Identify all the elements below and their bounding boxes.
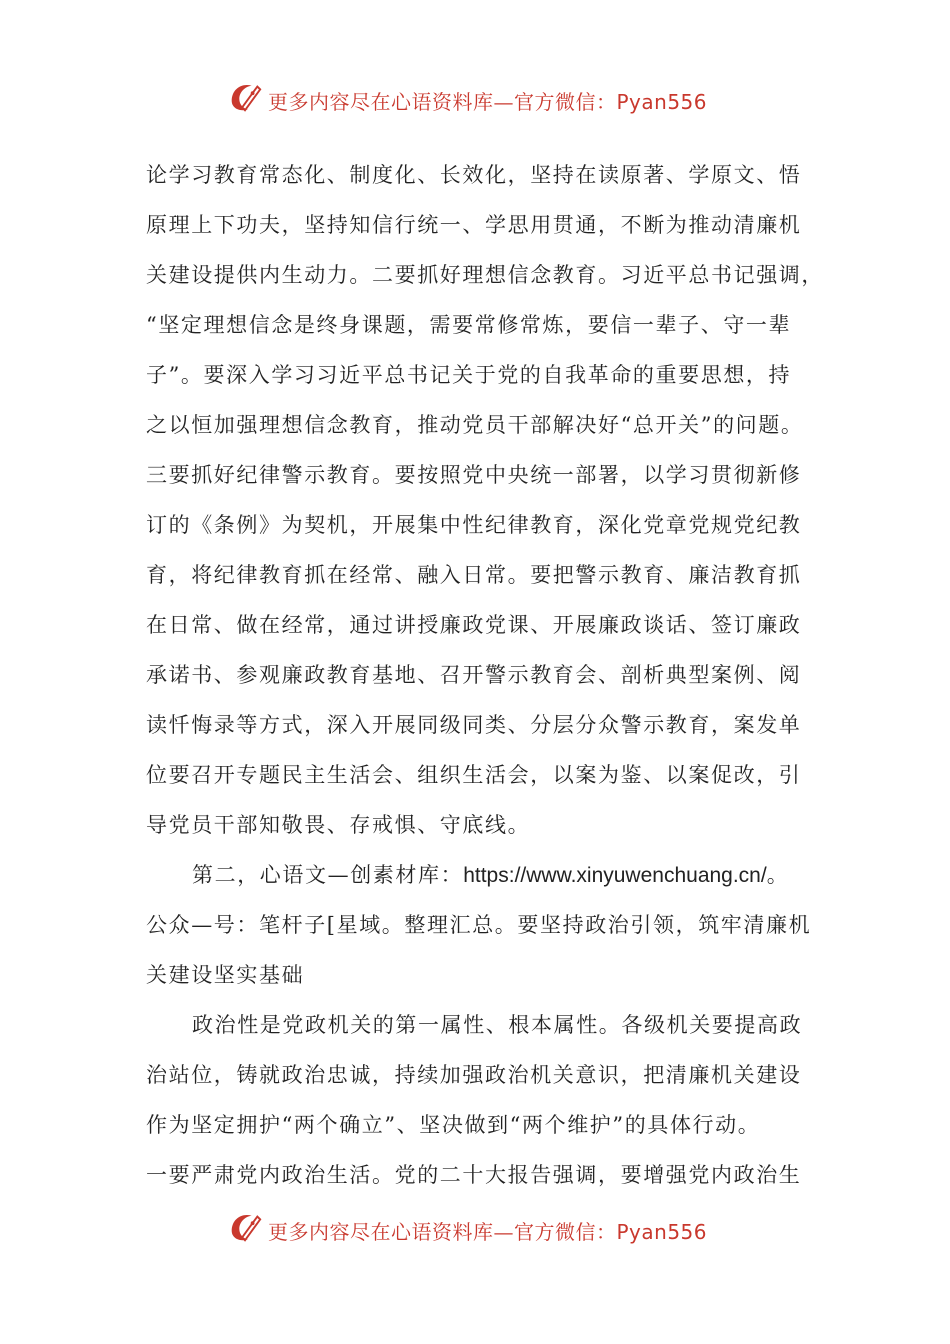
header-banner-text: 更多内容尽在心语资料库—官方微信：Pyan556 [268,90,708,114]
text-line: 三要抓好纪律警示教育。要按照党中央统一部署，以学习贯彻新修 [146,463,802,487]
pen-nib-logo-icon [226,1208,264,1246]
text-line: 原理上下功夫，坚持知信行统一、学思用贯通，不断为推动清廉机 [146,213,802,237]
text-line: 关建设提供内生动力。二要抓好理想信念教育。习近平总书记强调， [146,263,824,287]
text-line: 导党员干部知敬畏、存戒惧、守底线。 [146,813,531,837]
website-link[interactable]: https://www.xinyuwenchuang.cn/ [463,864,767,887]
text-line: 作为坚定拥护“两个确立”、坚决做到“两个维护”的具体行动。 [146,1113,761,1137]
pen-nib-logo-icon [226,78,264,116]
text-line: 子”。要深入学习习近平总书记关于党的自我革命的重要思想，持 [146,363,792,387]
text-line: 政治性是党政机关的第一属性、根本属性。各级机关要提高政 [192,1013,803,1037]
text-line: 在日常、做在经常，通过讲授廉政党课、开展廉政谈话、签订廉政 [146,613,802,637]
text-line: “坚定理想信念是终身课题，需要常修常炼，要信一辈子、守一辈 [146,313,792,337]
section-heading-line: 关建设坚实基础 [146,963,305,987]
text-line: 读忏悔录等方式，深入开展同级同类、分层分众警示教育，案发单 [146,713,802,737]
footer-banner [226,1208,746,1252]
section-heading-line: 公众—号：笔杆子[星域。整理汇总。要坚持政治引领，筑牢清廉机 [146,913,812,937]
article-body [146,150,826,1200]
text-line: 位要召开专题民主生活会、组织生活会，以案为鉴、以案促改，引 [146,763,802,787]
text-line: 承诺书、参观廉政教育基地、召开警示教育会、剖析典型案例、阅 [146,663,802,687]
footer-banner-text: 更多内容尽在心语资料库—官方微信：Pyan556 [268,1220,708,1244]
text-line: 订的《条例》为契机，开展集中性纪律教育，深化党章党规党纪教 [146,513,802,537]
section-heading-line: 第二，心语文—创素材库：https://www.xinyuwenchuang.cn/。 [192,863,790,887]
text-line: 之以恒加强理想信念教育，推动党员干部解决好“总开关”的问题。 [146,413,804,437]
text-line: 育，将纪律教育抓在经常、融入日常。要把警示教育、廉洁教育抓 [146,563,802,587]
text-line: 论学习教育常态化、制度化、长效化，坚持在读原著、学原文、悟 [146,163,802,187]
header-banner [226,78,746,122]
text-line: 一要严肃党内政治生活。党的二十大报告强调，要增强党内政治生 [146,1163,802,1187]
text-line: 治站位，铸就政治忠诚，持续加强政治机关意识，把清廉机关建设 [146,1063,802,1087]
